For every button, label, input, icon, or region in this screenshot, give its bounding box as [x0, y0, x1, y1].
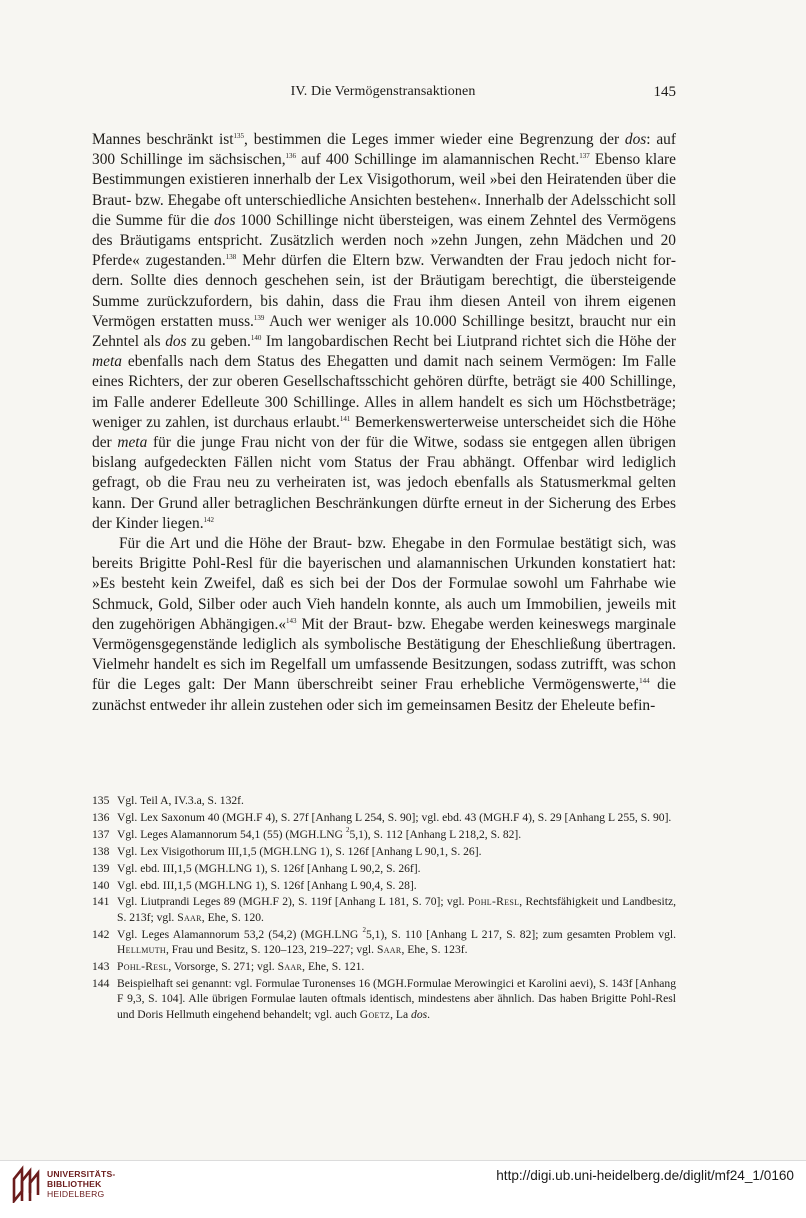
text-run: , Frau und Besitz, S. 120–123, 219–227; vgl. [166, 943, 377, 957]
footnote-item [92, 844, 676, 859]
edition-superscript: 2 [362, 925, 366, 934]
author-name: Goetz [359, 1007, 391, 1021]
footnote-ref-135[interactable]: 135 [233, 132, 245, 140]
footnote-number: 139 [92, 861, 110, 875]
footnote-ref-136[interactable]: 136 [285, 152, 297, 161]
paragraph-1 [92, 130, 676, 534]
text-run: Vgl. ebd. III,1,5 (MGH.LNG 1), S. 126f [Anhang L 90,2, S. 26f]. [117, 861, 421, 875]
italic-term: dos [214, 211, 236, 229]
text-run: Vgl. Lex Saxonum 40 (MGH.F 4), S. 27f [Anhang L 254, S. 90]; vgl. ebd. 43 (MGH.F 4), S. 29 [Anhang L 255, S. 90]. [117, 810, 672, 824]
footnote-number: 137 [92, 827, 110, 841]
footnote-number: 141 [92, 895, 110, 909]
footnote-ref-139[interactable]: 139 [253, 313, 265, 322]
footnote-item [92, 878, 676, 893]
italic-term: dos [411, 1007, 428, 1021]
footnote-text [117, 878, 676, 893]
library-logo[interactable] [12, 1163, 122, 1205]
footnote-text [117, 894, 676, 925]
permalink-url[interactable]: http://digi.ub.uni-heidelberg.de/diglit/mf24_1/0160 [496, 1168, 794, 1183]
text-run: Vgl. ebd. III,1,5 (MGH.LNG 1), S. 126f [Anhang L 90,4, S. 28]. [117, 878, 417, 892]
footnote-text [117, 861, 676, 876]
footnote-item [92, 927, 676, 958]
university-library-logo-icon [12, 1165, 44, 1203]
library-name-line: UNIVERSITÄTS- [47, 1169, 116, 1179]
footnote-number: 135 [92, 794, 110, 807]
footnote-item [92, 861, 676, 876]
footnote-ref-140[interactable]: 140 [250, 334, 262, 343]
main-text [92, 130, 676, 716]
text-run: . [427, 1007, 431, 1021]
library-name [47, 1169, 116, 1199]
italic-term: dos [165, 333, 187, 351]
page-number: 145 [653, 84, 676, 100]
text-run: : auf 300 Schillinge im sächsischen, [92, 131, 676, 169]
text-run: Vgl. Teil A, IV.3.a, S. 132f. [117, 794, 244, 807]
text-run: , Vorsorge, S. 271; vgl. [168, 960, 278, 974]
text-run: für die junge Frau nicht von der für die Witwe, sodass sie entgegen allen übrigen bislang aufgedeckten Fällen nicht vom Status der Frau abhängt. Offenbar wird lediglich gefragt, ob die Frau neu zu verheiraten ist, was jedoch ebenfalls als Statusmerkmal gelten kann. Der Grund aller betraglichen Beschränkungen dürfte erneut in der Sicherung des Erbes der Kinder liegen. [92, 434, 676, 532]
text-run: die zunächst entweder ihr allein zustehen oder sich im gemeinsamen Besitz der Eheleute befin- [92, 676, 676, 714]
footnote-ref-144[interactable]: 144 [639, 677, 650, 686]
text-run: Für die Art und die Höhe der Braut- bzw. Ehegabe in den Formulae bestätigt sich, was bereits Brigitte Pohl-Resl für die bayerischen und alamannischen Urkunden konstatiert hat: »Es besteht kein Zweifel, daß es sich bei der Dos der Formulae sowohl um Fahrhabe wie Schmuck, Gold, Silber oder auch Vieh handeln konnte, als auch um Immobilien, jeweils mit den zugehörigen Abhängigen.« [92, 535, 676, 633]
footnote-ref-141[interactable]: 141 [339, 414, 351, 423]
footnote-ref-143[interactable]: 143 [286, 616, 297, 625]
text-run: Mehr dürfen die Eltern bzw. Verwandten der Frau jedoch nicht fordern. Sollte dies dennoch geschehen sein, ist der Bräutigam berechtigt, die übersteigende Summe zurückzufordern, bis dahin, dass die Frau ihm diesen Anteil von ihrem eigenen Vermögen erstatten muss. [92, 252, 677, 330]
footnote-item [92, 827, 676, 842]
footnote-item [92, 976, 676, 1022]
author-name: Hellmuth [117, 943, 166, 957]
footnote-text [117, 810, 676, 825]
text-run: Auch wer weniger als 10.000 Schillinge besitzt, braucht nur ein Zehntel als [92, 312, 676, 351]
footnote-number: 138 [92, 844, 110, 858]
text-run: Beispielhaft sei genannt: vgl. Formulae Turonenses 16 (MGH.Formulae Merowingici et Karolini aevi), S. 143f [Anhang F 9,3, S. 104]. Alle übrigen Formulae lauten oftmals identisch, mindestens aber ähnlich. Das haben Brigitte Pohl-Resl und Doris Hellmuth eingehend behandelt; vgl. auch [117, 976, 676, 1021]
author-name: Saar [277, 960, 303, 974]
text-run: , Ehe, S. 123f. [401, 943, 468, 957]
footnote-ref-138[interactable]: 138 [225, 253, 237, 262]
text-run: Vgl. Leges Alamannorum 53,2 (54,2) (MGH.LNG [117, 927, 363, 941]
author-name: Saar [376, 943, 402, 957]
text-run: 1000 Schillinge nicht übersteigen, was einem Zehntel des Vermögens des Bräutigams entspricht. Zusätzlich werden noch »zehn Jungen, zehn Mädchen und 20 Pferde« zugestanden. [92, 211, 676, 270]
text-run: Bemerkenswerterweise unterscheidet sich die Höhe der [92, 413, 676, 452]
paragraph-2 [92, 534, 676, 716]
footnote-text [117, 793, 676, 808]
footnote-text [117, 959, 676, 974]
text-run: zu geben. [186, 333, 251, 351]
footnote-number: 136 [92, 810, 110, 824]
text-run: , bestimmen die Leges immer wieder eine Begrenzung der [244, 131, 625, 148]
running-title: IV. Die Vermögenstransaktionen [290, 84, 476, 99]
footnote-number: 144 [92, 976, 110, 990]
text-run: 5,1), S. 110 [Anhang L 217, S. 82]; zum gesamten Problem vgl. [365, 927, 676, 941]
text-run: auf 400 Schillinge im alamannischen Recht. [296, 151, 580, 169]
text-run: , La [390, 1007, 412, 1021]
footnote-text [117, 827, 676, 842]
edition-superscript: 2 [345, 825, 350, 834]
footnote-number: 140 [92, 878, 110, 892]
library-name-line: HEIDELBERG [47, 1189, 105, 1199]
library-name-line: BIBLIOTHEK [47, 1179, 102, 1189]
text-run: Mit der Braut- bzw. Ehegabe werden keineswegs marginale Vermögensgegenstände lediglich als symbolische Bestätigung der Eheschließung übertragen. Vielmehr handelt es sich im Regelfall um umfassende Besitzungen, sodass zutrifft, was schon für die Leges galt: Der Mann überschreibt seiner Frau erhebliche Vermögenswerte, [92, 615, 676, 694]
text-run: ebenfalls nach dem Status des Ehegatten und damit nach seinem Vermögen: Im Falle eines Richters, der zur oberen Gesellschaftsschicht gehören dürfte, beträgt sie 400 Schillinge, im Falle anderer Edelleute 300 Schillinge. Alles in allem handelt es sich um Höchstbeträge; weniger zu zahlen, ist durchaus erlaubt. [92, 353, 676, 431]
text-run: Mannes beschränkt ist [92, 131, 234, 148]
text-run: , Ehe, S. 121. [302, 960, 365, 974]
author-name: Pohl-Resl [117, 960, 169, 974]
footnote-number: 143 [92, 960, 110, 974]
text-run: 5,1), S. 112 [Anhang L 218,2, S. 82]. [349, 827, 522, 841]
text-run: Vgl. Liutprandi Leges 89 (MGH.F 2), S. 119f [Anhang L 181, S. 70]; vgl. [117, 895, 468, 909]
footnotes [92, 793, 676, 1024]
footnote-item [92, 793, 676, 808]
text-run: Vgl. Leges Alamannorum 54,1 (55) (MGH.LNG [117, 827, 346, 841]
footnote-item [92, 810, 676, 825]
text-run: Im langobardischen Recht bei Liutprand richtet sich die Höhe der [261, 333, 676, 351]
italic-term: dos [624, 131, 647, 148]
author-name: Pohl-Resl [467, 895, 520, 909]
text-run: Ebenso klare Bestimmungen existieren innerhalb der Lex Visigothorum, weil »bei den Heiratenden über die Braut- bzw. Ehegabe oft unterschiedliche Ansichten bestehen«. Innerhalb der Adelsschicht soll die Summe für die [92, 151, 676, 229]
footnote-text [117, 844, 676, 859]
text-run: , Ehe, S. 120. [201, 910, 264, 924]
text-run: , Rechtsfähigkeit und Landbesitz, S. 213f; vgl. [117, 895, 676, 924]
footnote-text [117, 976, 676, 1022]
author-name: Saar [177, 910, 202, 924]
footnote-item [92, 894, 676, 925]
footnote-ref-137[interactable]: 137 [579, 152, 590, 161]
footnote-number: 142 [92, 927, 110, 941]
footnote-item [92, 959, 676, 974]
italic-term: meta [92, 353, 122, 371]
italic-term: meta [117, 434, 148, 452]
footnote-text [117, 927, 676, 958]
footnote-ref-142[interactable]: 142 [203, 515, 215, 524]
text-run: Vgl. Lex Visigothorum III,1,5 (MGH.LNG 1), S. 126f [Anhang L 90,1, S. 26]. [117, 844, 482, 858]
